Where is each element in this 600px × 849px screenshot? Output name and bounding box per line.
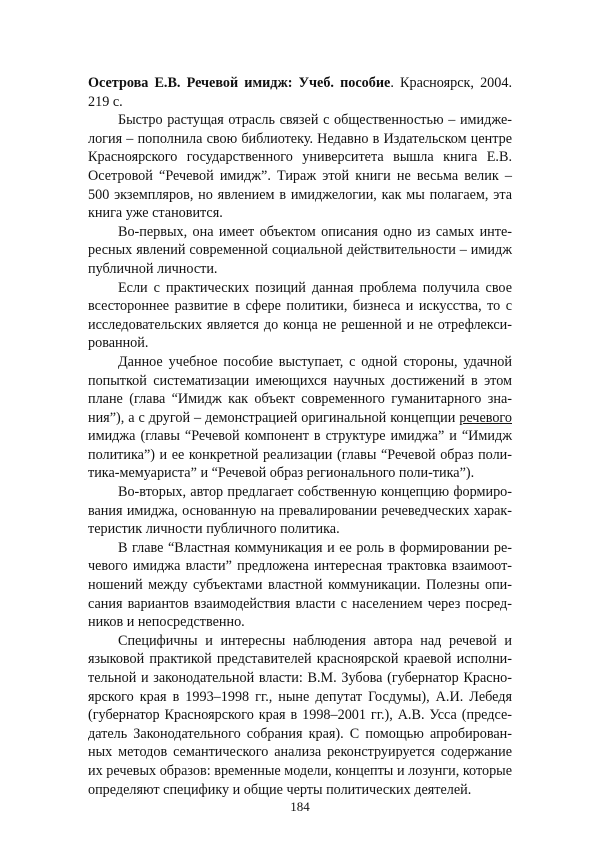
citation-rest: . Красноярск, 2004. 219 с.	[88, 75, 512, 110]
paragraph: Во-вторых, автор предлагает собственную концепцию формирования имиджа, основанную на превалировании речеведческих характеристик личности публичного политика.	[88, 484, 512, 538]
paragraph: В главе “Властная коммуникация и ее роль в формировании речевого имиджа власти” предложена интересная трактовка взаимоотношений между субъектами властной коммуникации. Полезны описания вариантов взаимодействия власти с населением через посредников и непосредственно.	[88, 539, 512, 631]
paragraph: Во-первых, она имеет объектом описания одно из самых интересных явлений современной социальной действительности – имидж публичной личности.	[88, 223, 512, 277]
paragraph	[88, 353, 512, 483]
paragraph-text: Данное учебное пособие выступает, с одной стороны, удачной попыткой систематизации имеющихся научных достижений в этом плане (глава “Имидж как объект современного гуманитарного знания”), а с другой – демонстрацией оригинальной концепции	[88, 353, 512, 426]
page-body	[88, 74, 512, 799]
book-citation	[88, 74, 512, 111]
underlined-word: речевого	[459, 409, 512, 426]
paragraph-text: имиджа (главы “Речевой компонент в структуре имиджа” и “Имидж политика”) и ее конкретной реализации (главы “Речевой образ политика-мемуариста” и “Речевой образ регионального поли-тика”).	[88, 428, 512, 482]
page-number: 184	[290, 799, 310, 814]
paragraph: Специфичны и интересны наблюдения автора над речевой и языковой практикой представителей красноярской краевой исполнительной и законодательной власти: В.М. Зубова (губернатор Красноярского края в 1993–1998 гг., ныне депутат Госдумы), А.И. Лебедя (губернатор Красноярского края в 1998–2001 гг.), А.В. Усса (председатель Законодательного собрания края). С помощью апробированных методов семантического анализа реконструируется содержание их речевых образов: временные модели, концепты и лозунги, которые определяют специфику и общие черты политических деятелей.	[88, 632, 512, 798]
paragraph: Быстро растущая отрасль связей с общественностью – имиджелогия – пополнила свою библиотеку. Недавно в Издательском центре Красноярского государственного университета вышла книга Е.В. Осетровой “Речевой имидж”. Тираж этой книги не весьма велик – 500 экземпляров, но явлением в имиджелогии, как мы полагаем, эта книга уже становится.	[88, 112, 512, 222]
paragraph: Если с практических позиций данная проблема получила свое всестороннее развитие в сфере политики, бизнеса и искусства, то с исследовательских является до конца не решенной и не отрефлексированной.	[88, 279, 512, 352]
citation-bold-part: Осетрова Е.В. Речевой имидж: Учеб. пособие	[88, 75, 391, 91]
